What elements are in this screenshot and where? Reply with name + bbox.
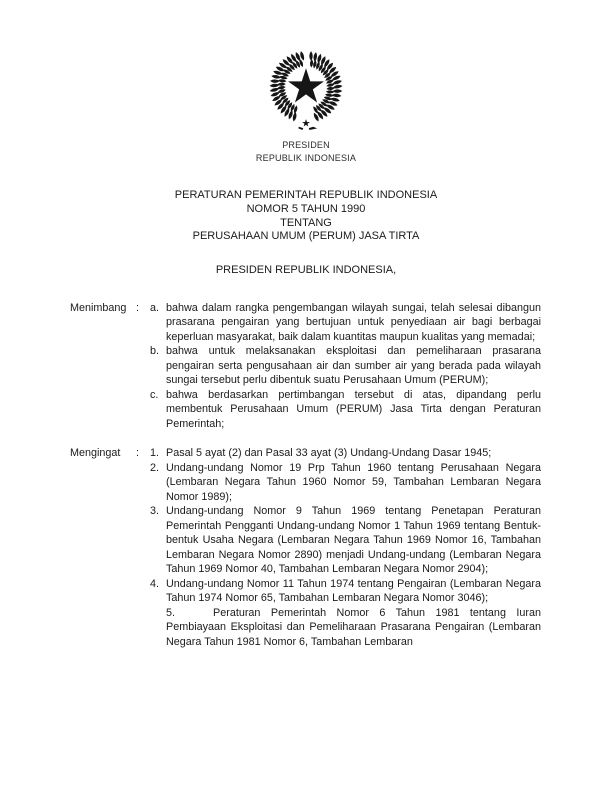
clause-items bbox=[150, 446, 541, 649]
bottom-star-ornament-icon bbox=[302, 119, 310, 126]
list-item bbox=[150, 301, 541, 345]
item-marker: 2. bbox=[150, 461, 160, 474]
clause-label: Menimbang bbox=[70, 301, 127, 314]
list-item bbox=[150, 504, 541, 577]
item-marker: a. bbox=[150, 301, 160, 314]
item-text: bahwa dalam rangka pengembangan wilayah sungai, telah selesai dibangun prasarana pengairan yang bertujuan untuk penyediaan air bagi berbagai keperluan masyarakat, baik dalam kuantitas maupun kualitas yang memadai; bbox=[166, 301, 541, 343]
clause-mengingat bbox=[70, 446, 541, 649]
clause-colon: : bbox=[136, 301, 139, 314]
salutation: PRESIDEN REPUBLIK INDONESIA, bbox=[215, 264, 397, 277]
org-name-line1: PRESIDEN bbox=[282, 140, 330, 150]
item-marker: 4. bbox=[150, 577, 160, 590]
list-item bbox=[150, 344, 541, 388]
presidential-star-wreath-emblem-icon bbox=[261, 44, 351, 134]
list-item bbox=[150, 461, 541, 505]
item-text: Pasal 5 ayat (2) dan Pasal 33 ayat (3) Undang-Undang Dasar 1945; bbox=[166, 447, 492, 460]
list-item bbox=[150, 388, 541, 432]
regulation-title bbox=[0, 189, 612, 244]
item-text bbox=[166, 606, 541, 650]
clause-items bbox=[150, 301, 541, 432]
clauses bbox=[70, 301, 541, 650]
item-text: bahwa berdasarkan pertimbangan tersebut di atas, dipandang perlu membentuk Perusahaan Umum (PERUM) Jasa Tirta dengan Peraturan Pemerintah; bbox=[166, 388, 541, 430]
item-marker: c. bbox=[150, 388, 159, 401]
item-text: Undang-undang Nomor 11 Tahun 1974 tentang Pengairan (Lembaran Negara Tahun 1974 Nomor 65, Tambahan Lembaran Negara Nomor 3046); bbox=[166, 577, 541, 605]
title-line-tentang: TENTANG bbox=[280, 216, 332, 229]
item-text: Undang-undang Nomor 19 Prp Tahun 1960 tentang Perusahaan Negara (Lembaran Negara Tahun 1960 Nomor 59, Tambahan Lembaran Negara Nomor 1989); bbox=[166, 461, 541, 503]
list-item bbox=[150, 446, 541, 461]
org-name-line2: REPUBLIK INDONESIA bbox=[255, 152, 357, 163]
list-item bbox=[150, 577, 541, 606]
star-icon bbox=[288, 68, 324, 102]
list-item bbox=[150, 606, 541, 650]
item-marker: 3. bbox=[150, 505, 160, 518]
item-number-inline: 5. bbox=[166, 606, 176, 619]
ribbon-ornament-icon bbox=[298, 127, 317, 130]
item-text: Undang-undang Nomor 9 Tahun 1969 tentang Penetapan Peraturan Pemerintah Pengganti Undang-undang Nomor 1 Tahun 1969 tentang Bentuk-bentuk Usaha Negara (Lembaran Negara Tahun 1969 Nomor 16, Tambahan Lembaran Negara Nomor 2890) menjadi Undang-undang (Lembaran Negara Tahun 1969 Nomor 40, Tambahan Lembaran Negara Nomor 2904); bbox=[166, 505, 541, 576]
clause-colon: : bbox=[136, 447, 139, 460]
item-marker: 1. bbox=[150, 447, 160, 460]
clause-label: Mengingat bbox=[70, 447, 121, 460]
clause-menimbang bbox=[70, 301, 541, 432]
item-marker: b. bbox=[150, 345, 160, 358]
title-line-regulation: PERATURAN PEMERINTAH REPUBLIK INDONESIA bbox=[174, 189, 438, 201]
title-line-number: NOMOR 5 TAHUN 1990 bbox=[246, 202, 366, 215]
letterhead bbox=[0, 0, 612, 164]
item-text: bahwa untuk melaksanakan eksploitasi dan pemeliharaan prasarana pengairan serta pengusahaan air dan sumber air yang berada pada wilayah sungai tersebut perlu dibentuk suatu Perusahaan Umum (PERUM); bbox=[166, 345, 541, 387]
item-text-inline: Peraturan Pemerintah Nomor 6 Tahun 1981 tentang Iuran Pembiayaan Eksploitasi dan Pemeliharaan Prasarana Pengairan (Lembaran Negara Tahun 1981 Nomor 6, Tambahan Lembaran bbox=[166, 606, 541, 648]
title-line-subject: PERUSAHAAN UMUM (PERUM) JASA TIRTA bbox=[192, 230, 420, 243]
